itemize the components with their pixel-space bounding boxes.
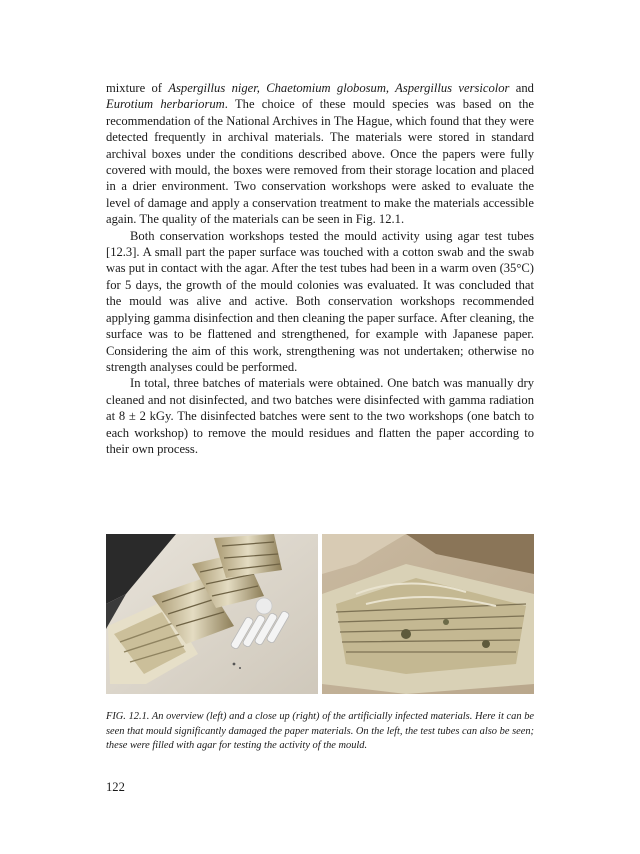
figure-caption: FIG. 12.1. An overview (left) and a close up (right) of the artificially infected materials. Here it can be seen that mould significantly damaged the paper materials. On the left, the test tubes can also be seen; these were filled with agar for testing the activity of the mould. bbox=[106, 711, 534, 752]
paper-roll bbox=[214, 534, 282, 578]
overview-photo bbox=[106, 534, 318, 694]
species-name-eurotium: Eurotium herbariorum bbox=[106, 97, 225, 112]
species-names: Aspergillus niger, Chaetomium globosum, Aspergillus versicolor bbox=[168, 81, 510, 95]
paragraph-1: mixture of Aspergillus niger, Chaetomium globosum, Aspergillus versicolor and Eurotium herbariorum. The choice of these mould species was based on the recommendation of the National Archives in The Hague, which found that they were detected frequently in archival materials. The materials were stored in standard archival boxes under the conditions described above. Once the papers were fully covered with mould, the boxes were removed from their storage location and placed in a drier environment. Two conservation workshops were asked to evaluate the level of damage and apply a conservation treatment to make the materials accessible again. The quality of the materials can be seen in Fig. 12.1. bbox=[106, 81, 534, 227]
paragraph-2: Both conservation workshops tested the mould activity using agar test tubes [12.3]. A small part the paper surface was touched with a cotton swab and the swab was put in contact with the agar. After the test tubes had been in a warm oven (35°C) for 5 days, the growth of the mould colonies was evaluated. It was concluded that the mould was alive and active. Both conservation workshops recommended applying gamma disinfection and then cleaning the paper surface. After cleaning, the surface was to be flattened and strengthened, for example with Japanese paper. Considering the aim of this work, strengthening was not undertaken; otherwise no strength analyses could be performed. bbox=[106, 228, 534, 374]
page-number: 122 bbox=[106, 780, 125, 794]
close-up-photo bbox=[322, 534, 534, 694]
figure-12-1 bbox=[106, 534, 534, 694]
figure-photos bbox=[106, 534, 534, 694]
paragraph-3: In total, three batches of materials were obtained. One batch was manually dry cleaned and not disinfected, and two batches were disinfected with gamma radiation at 8 ± 2 kGy. The disinfected batches were sent to the two workshops (one batch to each workshop) to remove the mould residues and flatten the paper according to their own process. bbox=[106, 376, 534, 456]
body-text bbox=[106, 80, 534, 457]
